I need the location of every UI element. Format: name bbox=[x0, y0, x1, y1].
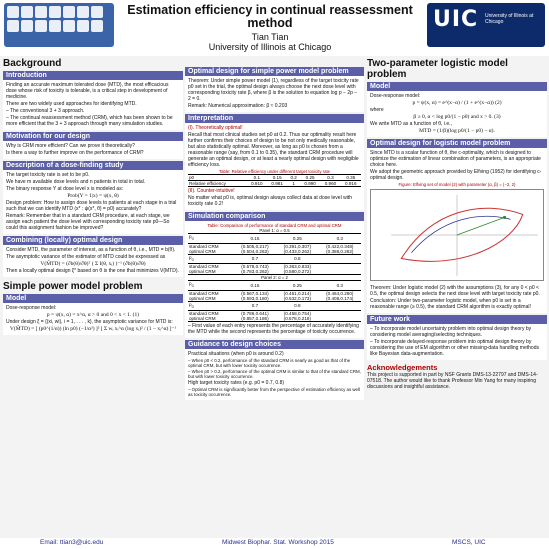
remark-text: Remark: Numerical approximation: β ≈ 0.203 bbox=[188, 103, 288, 109]
table-cell: (0.461,0.214) bbox=[283, 290, 311, 296]
footer-department: MSCS, UIC bbox=[452, 539, 486, 546]
table-cell: standard CRM bbox=[189, 243, 219, 249]
future-work-bar: Future work bbox=[367, 315, 547, 324]
dose-finding-body bbox=[3, 170, 183, 234]
logistic-model-item: We write MTD as a function of θ, i.e., bbox=[370, 121, 452, 127]
motivation-bar: Motivation for our design bbox=[3, 132, 183, 141]
table-cell: (0.783,0.262) bbox=[241, 269, 269, 275]
logistic-optimal-bar: Optimal design for logistic model problem bbox=[367, 139, 547, 148]
dose-finding-bar: Description of a dose-finding study bbox=[3, 161, 183, 170]
column-right bbox=[367, 56, 547, 390]
guide-item: – When p0 > 0.2, performance of the optimal CRM is similar to that of the standard CRM, but with lower toxicity occurrence. bbox=[188, 369, 361, 380]
table-cell: (0.391,0.307) bbox=[283, 243, 311, 249]
combining-bar: Combining (locally) optimal design bbox=[3, 236, 183, 245]
table-cell: 0.15 bbox=[272, 175, 282, 180]
variance-equation: V(M̂TD) = (∂b(θ)/∂θ)ᵀ ( Σ I(θ, xᵢ) )⁻¹ (∂b(θ)/∂θ) bbox=[40, 261, 146, 267]
logistic-conclusion: Conclusion: Under two-parameter logistic model, when p0 is set in a reasonable range (≥ 0.5), the standard CRM algorithm is exactly optimal! bbox=[370, 298, 531, 310]
elfving-figure-caption: Figure: Elfving set of model (2) with parameter (α, β) = (−2, 2) bbox=[398, 182, 516, 187]
intro-item: – The continual reassessment method (CRM), which has been shown to be more efficient that the 3 + 3 approach through many simulation studies. bbox=[6, 115, 173, 127]
uic-logo-subtext: University of Illinois at Chicago bbox=[485, 13, 534, 25]
table-cell: (0.578,0.743) bbox=[241, 264, 269, 270]
background-title: Background bbox=[3, 58, 62, 69]
table-cell: 0.7 bbox=[251, 256, 259, 262]
table-cell: 0.2 bbox=[290, 175, 297, 180]
table-cell: 0.1 bbox=[253, 175, 261, 180]
interp-heading-1: (I). Theoretically optimal! bbox=[188, 125, 243, 131]
table-cell: 0.8 bbox=[294, 256, 301, 262]
logistic-optimal-body bbox=[367, 148, 547, 313]
model-item: Dose-response model: bbox=[6, 305, 57, 311]
author-name: Tian Tian bbox=[251, 32, 289, 42]
table-cell: 0.3 bbox=[327, 175, 334, 180]
simulation-bar: Simulation comparison bbox=[185, 212, 364, 221]
table-cell: (0.464,0.260) bbox=[326, 290, 354, 296]
table-cell: (0.408,0.174) bbox=[326, 295, 354, 301]
panel-1-title: Panel 1: α = 0.5 bbox=[259, 228, 290, 234]
logistic-opt-item: Since MTD is a scalar function of θ, the c-optimality, which is designed to optimize the estimation of linear combination of parameters, is an appropriate choice here. bbox=[370, 150, 541, 168]
future-work-body bbox=[367, 324, 547, 360]
table-cell: 0.25 bbox=[292, 282, 302, 288]
power-model-equation: p = ψ(x, α) = x^α, α > 0 and 0 < x < 1. (1) bbox=[46, 312, 140, 318]
efficiency-table bbox=[188, 174, 361, 187]
table-cell: 1 bbox=[292, 181, 295, 187]
panel-2-table: $p_0$ 0.15 0.25 0.3 standard CRM (0.567,0.134) (0.461,0.214) (0.464,0.260) optimal CRM (0.593,0.180) (0.532,0.173) (0.408,0.174) $p_0$ 0.7 0.8 standard CRM (0.786,0.641) (0.458,0.754) optimal CRM (0.857,0.186) (0.578,0.218) bbox=[188, 280, 361, 322]
poster-footer bbox=[0, 538, 549, 549]
dose-item: Remark: Remember that in a standard CRM procedure, at each stage, we assign each patient the dose level with corresponding toxicity rate p0—So could this assignment fashion be improved? bbox=[6, 213, 170, 231]
table-cell: 0.25 bbox=[292, 235, 302, 241]
logistic-equation: p = ψ(x, α) = e^(x−α) / (1 + e^(x−α)) (2) bbox=[412, 100, 502, 106]
table-cell: 0.981 bbox=[271, 181, 283, 187]
left-logo bbox=[4, 3, 114, 47]
table-cell: (0.580,0.272) bbox=[283, 269, 311, 275]
guidance-bar: Guidance to design choices bbox=[185, 340, 364, 349]
acknowledgements-text: This project is supported in part by NSF Grants DMS-13-22797 and DMS-14-07518. The author would like to thank Professor Min Yang for many inspiring discussions and insightful assistance. bbox=[367, 372, 538, 390]
table-cell: optimal CRM bbox=[189, 295, 216, 301]
panel-2-title: Panel 2: α = 2 bbox=[261, 275, 288, 281]
interpretation-body bbox=[185, 123, 364, 210]
simulation-note: – First value of each entry represents the percentage of accurately identifying the MTD while the second represents the percentage of toxicity occurrence. bbox=[188, 323, 359, 336]
panel-1-table: $p_0$ 0.15 0.25 0.3 standard CRM (0.505,0.217) (0.391,0.307) (0.422,0.348) optimal CRM (0.504,0.263) (0.433,0.262) (0.388,0.262) $p_0$ 0.7 0.8 standard CRM (0.578,0.743) (0.363,0.833) optimal CRM (0.783,0.262) (0.580,0.272) bbox=[188, 233, 361, 275]
table-cell: 0.8 bbox=[294, 303, 301, 309]
table-cell: 0.3 bbox=[336, 282, 343, 288]
combine-item: Consider MTD, the parameter of interest, as a function of θ, i.e., MTD = b(θ). bbox=[6, 247, 176, 253]
table-cell: (0.857,0.186) bbox=[241, 316, 269, 322]
dose-item: Design problem: How to assign dose levels to patients at each stage in a trial such that we can identify MTD (x* : ψ(x*, θ) = p0) accurately? bbox=[6, 200, 177, 212]
interpretation-bar: Interpretation bbox=[185, 114, 364, 123]
table-cell: 0.910 bbox=[251, 181, 263, 187]
table-cell: p0 bbox=[189, 175, 195, 180]
logistic-model-item: where bbox=[370, 107, 384, 113]
motivation-item: Why is CRM more efficient? Can we prove it theoretically? bbox=[6, 143, 135, 149]
uic-logo bbox=[427, 3, 545, 47]
guide-item: – Optimal CRM is significantly better from the perspective of estimation efficiency as well as toxicity occurrence. bbox=[188, 387, 360, 398]
model-bar: Model bbox=[3, 294, 183, 303]
dose-item: The binary response Y at dose level x is modeled as: bbox=[6, 186, 124, 192]
table-cell: optimal CRM bbox=[189, 316, 216, 322]
guide-item: – When p0 < 0.2, performance of the standard CRM is nearly as good as that of the optimal CRM, but with lower toxicity occurrence. bbox=[188, 358, 351, 369]
logistic-model-item: Dose-response model: bbox=[370, 93, 421, 99]
table-row-label: Relative efficiency bbox=[189, 181, 226, 187]
table-cell: optimal CRM bbox=[189, 248, 216, 254]
intro-item: There are two widely used approaches for identifying MTD. bbox=[6, 101, 137, 107]
efficiency-table-caption: Table: Relative efficiency under different target toxicity rate bbox=[218, 169, 331, 174]
interp-text-2: No matter what p0 is, optimal design always collect data at dose level with toxicity rate 0.2! bbox=[188, 195, 352, 208]
table-cell: (0.433,0.262) bbox=[283, 248, 311, 254]
footer-venue: Midwest Biophar. Stat. Workshop 2015 bbox=[222, 539, 334, 546]
table-cell: standard CRM bbox=[189, 264, 219, 270]
intro-item: Finding an accurate maximum tolerated dose (MTD), the most efficacious dose whose risk of toxicity is tolerable, is a critical step in development of medicine. bbox=[6, 82, 169, 100]
table-cell: (0.567,0.134) bbox=[241, 290, 269, 296]
model-item: Under design ξ = {(xi, wi), i = 1, . . . , k}, the asymptotic variance for MTD is: bbox=[6, 319, 173, 325]
intro-item: – The conventional 3 + 3 approach. bbox=[6, 108, 85, 114]
model-body bbox=[3, 303, 183, 335]
logistic-theorem: Theorem: Under logistic model (2) with the assumptions (3), for any 0 < p0 < 0.5, the optimal design selects the next dose level with target toxicity rate p0. bbox=[370, 285, 540, 297]
author-affiliation: University of Illinois at Chicago bbox=[208, 42, 332, 52]
dose-equation: Prob(Y = 1|x) = ψ(x, θ) bbox=[67, 193, 119, 199]
combining-body bbox=[3, 245, 183, 277]
table-cell: 0.35 bbox=[346, 175, 356, 180]
table-cell: (0.593,0.180) bbox=[241, 295, 269, 301]
table-cell: 0.25 bbox=[305, 175, 315, 180]
dose-item: We have m available dose levels and n patients in total in total. bbox=[6, 179, 146, 185]
introduction-body bbox=[3, 80, 183, 130]
combine-item: Then a locally optimal design ξ* based on θ is the one that minimizes V(MTD). bbox=[6, 268, 179, 274]
table-cell: standard CRM bbox=[189, 290, 219, 296]
table-cell: (0.578,0.218) bbox=[283, 316, 311, 322]
table-cell: (0.388,0.262) bbox=[326, 248, 354, 254]
combine-item: The asymptotic variance of the estimator of MTD could be expressed as bbox=[6, 254, 166, 260]
table-cell: 0.15 bbox=[250, 282, 260, 288]
table-cell: (0.532,0.173) bbox=[283, 295, 311, 301]
table-cell: (0.786,0.641) bbox=[241, 311, 269, 317]
uic-logo-text: UIC bbox=[433, 7, 479, 32]
theorem-text: Theorem: Under simple power model (1), regardless of the target toxicity rate p0 set in the trial, the optimal design always choose the next dose level with corresponding toxicity rate β, where β is the solution to equation log p − 2p − 2 = 0. bbox=[188, 78, 359, 102]
power-variance-equation: V(M̂TD) = [ (p0^(1/α)) (ln p0) (−1/α²) ]² [ Σ wᵢ xᵢ^α (log xᵢ)² / (1 − xᵢ^α) ]⁻¹ bbox=[9, 326, 177, 332]
table-cell: 0.916 bbox=[345, 181, 357, 187]
table-cell: (0.458,0.754) bbox=[283, 311, 311, 317]
future-item: – To incorporate delayed-response problem into optimal design theory by considering the use of EM algorithm or other missing-data handling methods like Bayesian data-augmentation. bbox=[370, 339, 539, 357]
simulation-caption: Table: Comparison of performance of standard CRM and optimal CRM bbox=[207, 223, 342, 229]
column-middle bbox=[185, 56, 364, 400]
future-item: – To incorporate model uncertainty problem into optimal design theory by considering model averaging/selecting techniques. bbox=[370, 326, 532, 338]
optimal-design-body bbox=[185, 76, 364, 112]
table-cell: 0.960 bbox=[324, 181, 337, 187]
optimal-design-bar: Optimal design for simple power model problem bbox=[185, 67, 364, 76]
logistic-opt-item: We adopt the geometric approach provided by Elfving (1952) for identifying c-optimal design. bbox=[370, 169, 542, 181]
mtd-equation: MTD = (1/β)(log p0/(1 − p0) − α). bbox=[419, 128, 495, 134]
table-cell: 0.3 bbox=[336, 235, 343, 241]
motivation-item: Is there a way to further improve on the performance of CRM? bbox=[6, 150, 144, 156]
elfving-set-figure bbox=[370, 189, 544, 281]
logistic-title: Two-parameter logistic model problem bbox=[367, 58, 508, 80]
table-cell: standard CRM bbox=[189, 311, 219, 317]
guidance-body bbox=[185, 349, 364, 400]
logistic-constraints: β ≥ 0, α < log p0/(1 − p0) and x > 0. (3) bbox=[413, 114, 501, 120]
interp-heading-2: (II). Counter-intuitive! bbox=[188, 188, 235, 195]
guide-item: High target toxicity rates (e.g. p0 = 0.7, 0.8) bbox=[188, 380, 285, 387]
table-cell: (0.504,0.263) bbox=[241, 248, 269, 254]
dose-item: The target toxicity rate is set to be p0. bbox=[6, 172, 90, 178]
introduction-bar: Introduction bbox=[3, 71, 183, 80]
table-cell: 0.990 bbox=[304, 181, 316, 187]
logistic-model-bar: Model bbox=[367, 82, 547, 91]
author-block bbox=[120, 32, 420, 52]
logistic-model-body bbox=[367, 91, 547, 137]
table-cell: (0.363,0.833) bbox=[283, 264, 311, 270]
acknowledgements-title: Acknowledgements bbox=[367, 363, 438, 372]
footer-email[interactable]: Email: ttian3@uic.edu bbox=[40, 539, 104, 546]
table-cell: 0.15 bbox=[250, 235, 260, 241]
poster-header bbox=[0, 0, 549, 56]
table-cell: (0.505,0.217) bbox=[241, 243, 269, 249]
interp-text-1: Recall that most clinical studies set p0 at 0.2. Thus our optimality result here further confirms their choices of design to be not only medically reasonable, but also statistically optimal. Moreover, as long as p0 is chosen from a reasonable range (say, from 0.1 to 0.35), the standard CRM procedure will generate an optimal design, or at least a nearly optimal design with negligible efficiency loss. bbox=[188, 132, 359, 168]
table-cell: (0.422,0.348) bbox=[326, 243, 354, 249]
table-cell: 0.7 bbox=[251, 303, 259, 309]
motivation-body bbox=[3, 141, 183, 159]
simple-power-title: Simple power model problem bbox=[3, 281, 143, 292]
simulation-body bbox=[185, 221, 364, 338]
poster-title: Estimation efficiency in continual reassessment method bbox=[127, 3, 413, 30]
guide-item: Practical situations (when p0 is around 0.2) bbox=[188, 351, 284, 358]
table-cell: optimal CRM bbox=[189, 269, 216, 275]
column-left bbox=[3, 56, 183, 335]
